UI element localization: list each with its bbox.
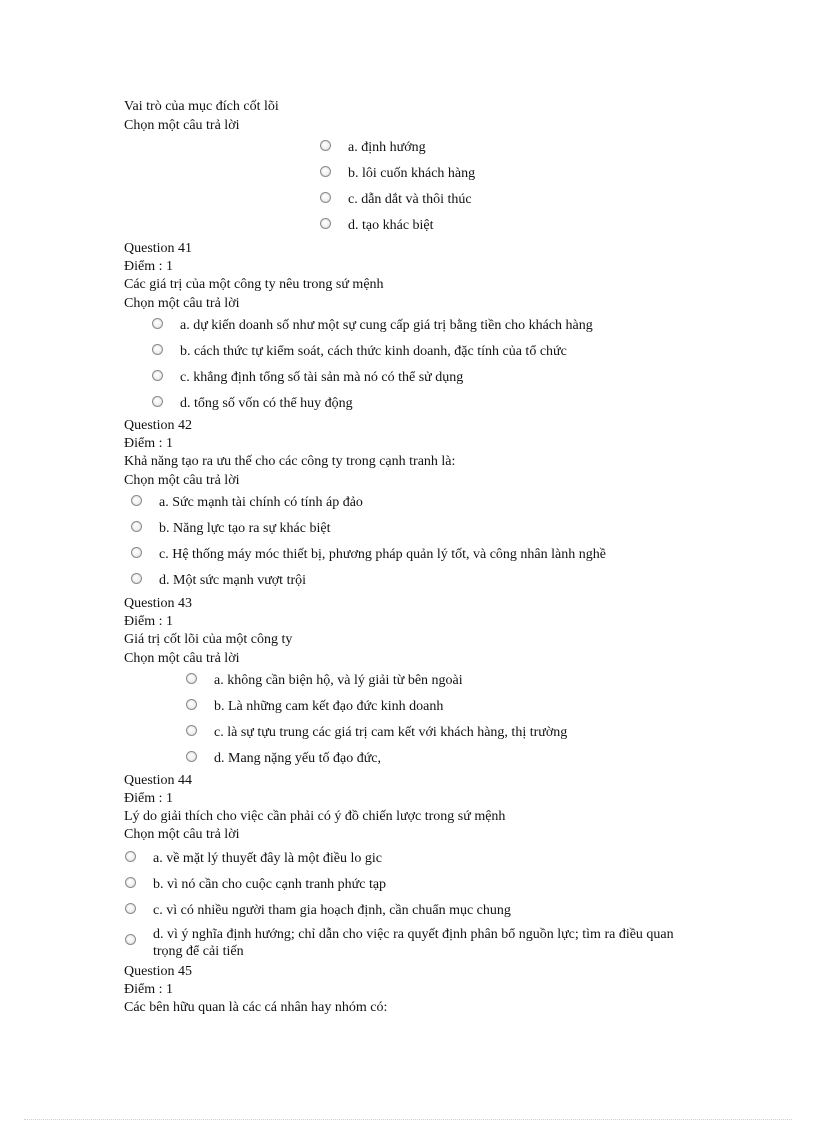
radio-icon[interactable] xyxy=(320,218,331,229)
q44-title: Question 44 xyxy=(124,773,193,788)
radio-icon[interactable] xyxy=(152,318,163,329)
q43-choose-label: Chọn một câu trả lời xyxy=(124,651,240,666)
radio-icon[interactable] xyxy=(152,344,163,355)
radio-icon[interactable] xyxy=(320,166,331,177)
q44-choose-label: Chọn một câu trả lời xyxy=(124,827,240,842)
radio-icon[interactable] xyxy=(186,751,197,762)
q45-question: Các bên hữu quan là các cá nhân hay nhóm có: xyxy=(124,1000,388,1015)
radio-icon[interactable] xyxy=(152,370,163,381)
q40-choose-label: Chọn một câu trả lời xyxy=(124,118,240,133)
q41-choose-label: Chọn một câu trả lời xyxy=(124,296,240,311)
radio-icon[interactable] xyxy=(186,673,197,684)
q41-title: Question 41 xyxy=(124,241,193,256)
radio-icon[interactable] xyxy=(320,140,331,151)
radio-icon[interactable] xyxy=(186,699,197,710)
radio-icon[interactable] xyxy=(152,396,163,407)
q43-score: Điểm : 1 xyxy=(124,614,173,629)
q43-title: Question 43 xyxy=(124,596,193,611)
page-bottom-divider xyxy=(24,1119,792,1120)
radio-icon[interactable] xyxy=(186,725,197,736)
q45-score: Điểm : 1 xyxy=(124,982,173,997)
radio-icon[interactable] xyxy=(131,547,142,558)
radio-icon[interactable] xyxy=(131,573,142,584)
radio-icon[interactable] xyxy=(320,192,331,203)
q40-question: Vai trò của mục đích cốt lõi xyxy=(124,99,279,114)
q41-question: Các giá trị của một công ty nêu trong sứ mệnh xyxy=(124,277,384,292)
q42-title: Question 42 xyxy=(124,418,193,433)
q42-score: Điểm : 1 xyxy=(124,436,173,451)
q44-question: Lý do giải thích cho việc cần phải có ý đồ chiến lược trong sứ mệnh xyxy=(124,809,506,824)
radio-icon[interactable] xyxy=(125,851,136,862)
q42-choose-label: Chọn một câu trả lời xyxy=(124,473,240,488)
radio-icon[interactable] xyxy=(131,521,142,532)
radio-icon[interactable] xyxy=(125,934,136,945)
q45-title: Question 45 xyxy=(124,964,193,979)
q44-score: Điểm : 1 xyxy=(124,791,173,806)
radio-icon[interactable] xyxy=(125,903,136,914)
radio-icon[interactable] xyxy=(125,877,136,888)
q43-question: Giá trị cốt lõi của một công ty xyxy=(124,632,293,647)
document-page: Vai trò của mục đích cốt lõi Chọn một câu trả lời a. định hướng b. lôi cuốn khách hàng c. dẫn dắt và thôi thúc d. tạo khác biệt Question 41 Điểm : 1 Các giá trị của một công ty nêu trong sứ mệnh Chọn một câu trả lời a. dự kiến doanh số như một sự cung cấp giá trị bằng tiền cho khách hàng b. cách thức tự kiểm soát, cách thức kinh doanh, đặc tính của tổ chức c. khẳng định tổng số tài sản mà nó có thể sử dụng d. tổng số vốn có thể huy động Question 42 Điểm : 1 Khả năng tạo ra ưu thế cho các công ty trong cạnh tranh là: Chọn một câu trả lời a. Sức mạnh tài chính có tính áp đảo b. Năng lực tạo ra sự khác biệt c. Hệ thống máy móc thiết bị, phương pháp quản lý tốt, và công nhân lành nghề d. Một sức mạnh vượt trội Question 43 Điểm : 1 Giá trị cốt lõi của một công ty Chọn một câu trả lời a. không cần biện hộ, và lý giải từ bên ngoài b. Là những cam kết đạo đức kinh doanh c. là sự tựu trung các giá trị cam kết với khách hàng, thị trường d. Mang nặng yếu tố đạo đức, Question 44 Điểm : 1 Lý do giải thích cho việc cần phải có ý đồ chiến lược trong sứ mệnh Chọn một câu trả lời a. về mặt lý thuyết đây là một điều lo gic b. vì nó cần cho cuộc cạnh tranh phức tạp c. vì có nhiều người tham gia hoạch định, cần chuẩn mục chung d. vì ý nghĩa định hướng; chỉ dẫn cho việc ra quyết định phân bổ nguồn lực; tìm ra điều quan trọng để cải tiến Question 45 Điểm : 1 Các bên hữu quan là các cá nhân hay nhóm có: xyxy=(0,0,816,1123)
q42-question: Khả năng tạo ra ưu thế cho các công ty trong cạnh tranh là: xyxy=(124,454,456,469)
q41-score: Điểm : 1 xyxy=(124,259,173,274)
radio-icon[interactable] xyxy=(131,495,142,506)
